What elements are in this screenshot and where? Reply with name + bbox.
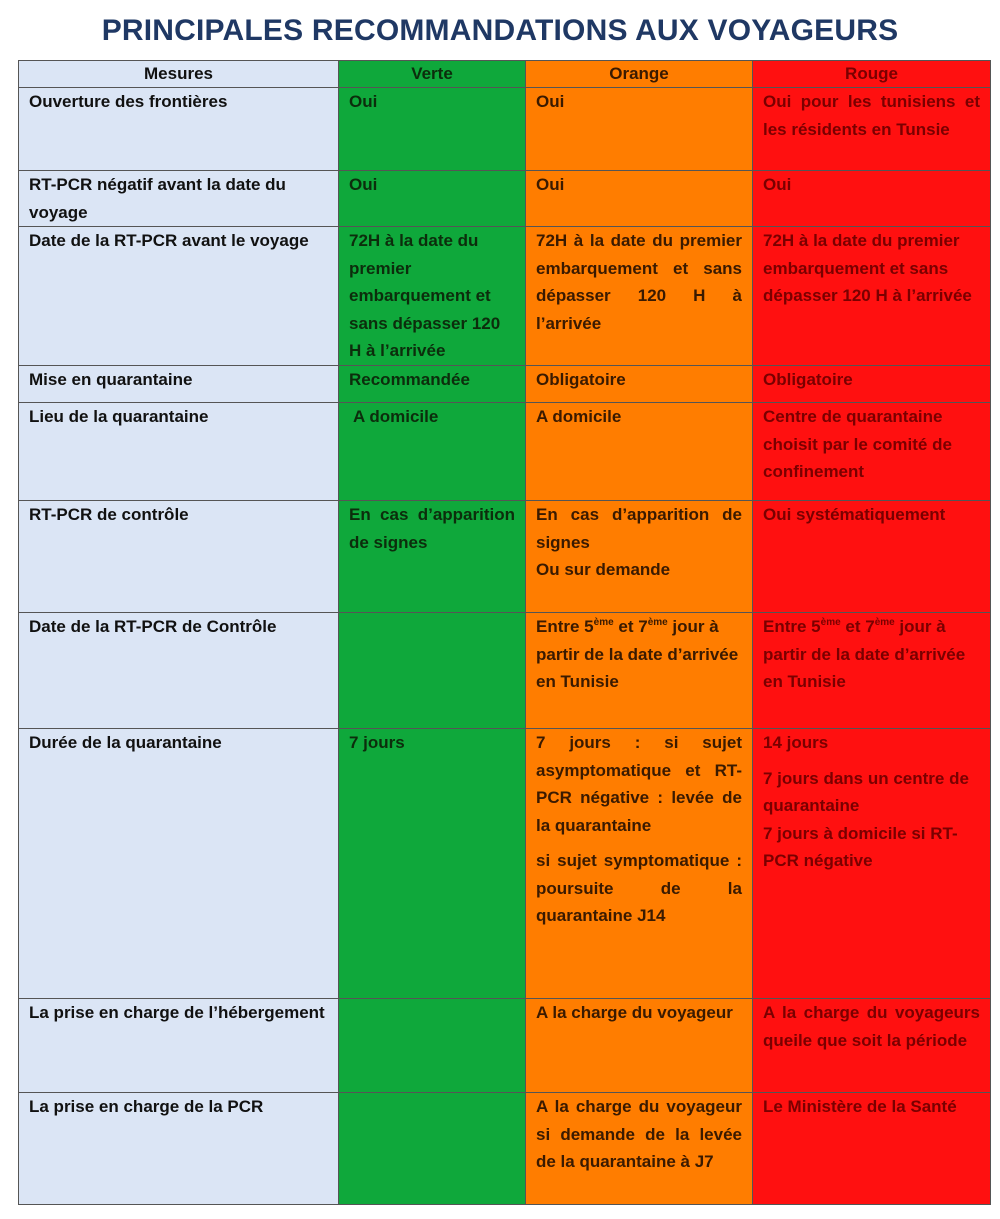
mesure-cell: Date de la RT-PCR de Contrôle: [19, 613, 339, 729]
orange-cell: [526, 613, 753, 729]
orange-cell: Oui: [526, 171, 753, 227]
verte-cell: Oui: [339, 171, 526, 227]
table-row: [19, 501, 991, 613]
rouge-cell: Oui systématiquement: [753, 501, 991, 613]
rouge-text: Entre 5: [763, 617, 821, 636]
orange-text-line: Ou sur demande: [536, 560, 671, 579]
mesure-cell: RT-PCR de contrôle: [19, 501, 339, 613]
table-row: [19, 366, 991, 403]
rouge-paragraph: 14 jours: [763, 733, 829, 752]
table-row: [19, 1093, 991, 1205]
table-row: [19, 88, 991, 171]
rouge-cell: Oui: [753, 171, 991, 227]
table-row: [19, 403, 991, 501]
mesure-cell: Durée de la quarantaine: [19, 729, 339, 999]
verte-cell: [339, 1093, 526, 1205]
verte-cell: 72H à la date du premier embarquement et sans dépasser 120 H à l’arrivée: [339, 227, 526, 366]
rouge-text: jour à partir de la date d’arrivée en Tunisie: [763, 617, 966, 691]
orange-paragraph: si sujet symptomatique : poursuite de la quarantaine J14: [536, 851, 742, 925]
table-row: [19, 171, 991, 227]
verte-cell: A domicile: [339, 403, 526, 501]
rouge-text: et 7: [840, 617, 875, 636]
orange-cell: A domicile: [526, 403, 753, 501]
table-header-row: [19, 61, 991, 88]
orange-cell: A la charge du voyageur: [526, 999, 753, 1093]
rouge-cell: Centre de quarantaine choisit par le comité de confinement: [753, 403, 991, 501]
superscript: ème: [820, 617, 841, 628]
orange-cell: 72H à la date du premier embarquement et sans dépasser 120 H à l’arrivée: [526, 227, 753, 366]
verte-cell: [339, 613, 526, 729]
orange-cell: [526, 729, 753, 999]
rouge-paragraph: 7 jours dans un centre de quarantaine: [763, 768, 969, 815]
rouge-cell: [753, 729, 991, 999]
verte-cell: Oui: [339, 88, 526, 171]
verte-cell: 7 jours: [339, 729, 526, 999]
rouge-cell: Le Ministère de la Santé: [753, 1093, 991, 1205]
mesure-cell: Mise en quarantaine: [19, 366, 339, 403]
header-verte: Verte: [339, 61, 526, 88]
header-mesures: Mesures: [19, 61, 339, 88]
superscript: ème: [647, 617, 668, 628]
mesure-cell: La prise en charge de l’hébergement: [19, 999, 339, 1093]
orange-cell: A la charge du voyageur si demande de la levée de la quarantaine à J7: [526, 1093, 753, 1205]
header-orange: Orange: [526, 61, 753, 88]
rouge-cell: Obligatoire: [753, 366, 991, 403]
orange-cell: Obligatoire: [526, 366, 753, 403]
orange-cell: [526, 501, 753, 613]
orange-text: et 7: [613, 617, 648, 636]
orange-paragraph: 7 jours : si sujet asymptomatique et RT-PCR négative : levée de la quarantaine: [536, 733, 742, 835]
verte-cell: En cas d’apparition de signes: [339, 501, 526, 613]
orange-text-line: En cas d’apparition de signes: [536, 505, 742, 552]
rouge-cell: Oui pour les tunisiens et les résidents en Tunsie: [753, 88, 991, 171]
recommendations-table: [18, 60, 991, 1205]
rouge-cell: A la charge du voyageurs queile que soit la période: [753, 999, 991, 1093]
page-title: PRINCIPALES RECOMMANDATIONS AUX VOYAGEURS: [101, 14, 899, 47]
orange-text: Entre 5: [536, 617, 594, 636]
mesure-cell: Ouverture des frontières: [19, 88, 339, 171]
orange-text: jour à partir de la date d’arrivée en Tunisie: [536, 617, 739, 691]
mesure-cell: RT-PCR négatif avant la date du voyage: [19, 171, 339, 227]
mesure-cell: La prise en charge de la PCR: [19, 1093, 339, 1205]
table-row: [19, 729, 991, 999]
mesure-cell: Date de la RT-PCR avant le voyage: [19, 227, 339, 366]
table-row: [19, 613, 991, 729]
header-rouge: Rouge: [753, 61, 991, 88]
mesure-cell: Lieu de la quarantaine: [19, 403, 339, 501]
superscript: ème: [593, 617, 614, 628]
table-row: [19, 227, 991, 366]
table-row: [19, 999, 991, 1093]
verte-cell: Recommandée: [339, 366, 526, 403]
verte-cell: [339, 999, 526, 1093]
rouge-paragraph: 7 jours à domicile si RT-PCR négative: [763, 823, 958, 870]
superscript: ème: [874, 617, 895, 628]
rouge-cell: 72H à la date du premier embarquement et sans dépasser 120 H à l’arrivée: [753, 227, 991, 366]
rouge-cell: [753, 613, 991, 729]
orange-cell: Oui: [526, 88, 753, 171]
